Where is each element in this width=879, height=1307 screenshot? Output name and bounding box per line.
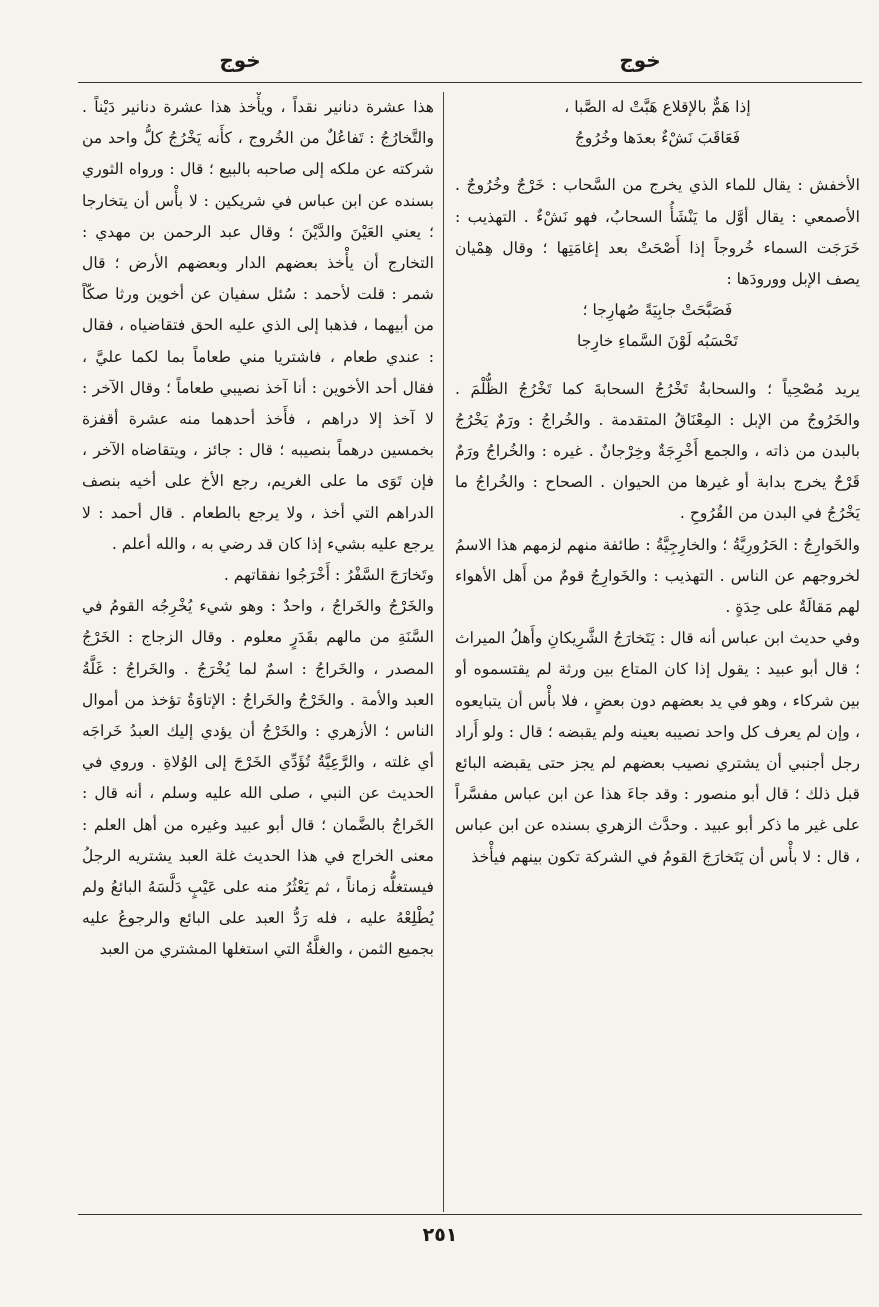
running-head-left: خوج	[219, 48, 261, 72]
running-head-right: خوج	[619, 48, 661, 72]
right-column-paragraph: وفي حديث ابن عباس أنه قال : يَتَخارَجُ الشَّرِيكانِ وأَهلُ الميراث ؛ قال أبو عبيد : يقول إذا كان المتاع بين ورثة لم يقتسموه أو بين شركاء ، وهو في يد بعضهم دون بعضٍ ، فلا بأْس أن يتبايعوه ، وإن لم يعرف كل واحد نصيبه بعينه ولم يقبضه ؛ قال : ولو أَراد رجل أجنبي أن يشتري نصيب بعضهم لم يجز حتى يقبضه البائع قبل ذلك ؛ قال أبو منصور : وقد جاءَ هذا عن ابن عباس مفسَّراً على غير ما ذكر أبو عبيد . وحدَّث الزهري بسنده عن ابن عباس ، قال : لا بأْس أن يَتَخارَجَ القومُ في الشركة تكون بينهم فيأْخذ	[455, 629, 860, 866]
header-rule	[78, 82, 862, 83]
page-number: ٢٥١	[422, 1224, 458, 1246]
left-column-paragraph: والخَرْجُ والخَراجُ ، واحدٌ : وهو شيء يُخْرِجُه القومُ في السَّنَةِ من مالهم بقَدَرٍ معلوم . وقال الزجاج : الخَرْجُ المصدر ، والخَراجُ : اسمٌ لما يُخْرَجُ . والخَراجُ : غَلَّةُ العبد والأمة . والخَرْجُ والخَراجُ : الإتاوَةُ تؤخذ من أموال الناس ؛ الأزهري : والخَرْجُ أن يؤدي إليك العبدُ خَراجَه أي غلته ، والرَّعِيَّةُ تُؤَدِّي الخَرْجَ إلى الوُلاةِ . وروي في الحديث عن النبي ، صلى الله عليه وسلم ، أنه قال : الخَراجُ بالضَّمان ؛ قال أبو عبيد وغيره من أهل العلم : معنى الخراج في هذا الحديث غلة العبد يشتريه الرجلُ فيستغلُّه زماناً ، ثم يَعْثُرُ منه على عَيْبٍ دَلَّسَهُ البائعُ ولم يُطْلِعْهُ عليه ، فله رَدُّ العبد على البائع والرجوعُ عليه بجميع الثمن ، والغلَّةُ التي استغلها المشتري من العبد	[82, 597, 434, 959]
page-header	[0, 40, 879, 84]
footer-rule	[78, 1214, 862, 1215]
right-column	[455, 92, 860, 1207]
right-column-paragraph: والخَوارِجُ : الحَرُورِيَّةُ ؛ والخارِجِيَّةُ : طائفة منهم لزمهم هذا الاسمُ لخروجهم عن الناس . التهذيب : والخَوارِجُ قومٌ من أَهل الأهواء لهم مَقالَةٌ على حِدَةٍ .	[455, 535, 860, 617]
left-column	[82, 92, 434, 1207]
left-column-paragraph: وتَخارَجَ السَّفْرُ : أَخْرَجُوا نفقاتهم .	[223, 566, 434, 585]
left-column-paragraph: هذا عشرة دنانير نقداً ، ويأْخذ هذا عشرة دنانير دَيْناً . والتَّخارُجُ : تَفاعُلٌ من الخُروج ، كأَنه يَخْرُجُ كلُّ واحد من شركته عن ملكه إلى صاحبه بالبيع ؛ قال : ورواه الثوري بسنده عن ابن عباس في شريكين : لا بأْس أن يتخارجا ؛ يعني العَيْنَ والدَّيْنَ ؛ وقال عبد الرحمن بن مهدي : التخارج أن يأْخذ بعضهم الدار وبعضهم الأرض ؛ قال شمر : قلت لأحمد : سُئل سفيان عن أخوين ورثا صكّاً من أبيهما ، فذهبا إلى الذي عليه الحق فتقاضياه ، فقال : عندي طعام ، فاشتريا مني طعاماً بما لكما عليَّ ، فقال أحد الأخوين : أنا آخذ نصيبي طعاماً ؛ وقال الآخر : لا آخذ إلا دراهم ، فأَخذ أحدهما منه عشرة أقفزة بخمسين درهماً بنصيبه ؛ قال : جائز ، ويتقاضاه الآخر ، فإن تَوَى ما على الغريم، رجع الأخ على أخيه بنصف الدراهم التي أخذ ، ولا يرجع بالطعام . قال أحمد : لا يرجع عليه بشيء إذا كان قد رضي به ، والله أعلم .	[82, 98, 434, 553]
right-column-verse: إذا هَمٌّ بالإقلاع هَبَّتْ له الصَّبا ،	[564, 98, 751, 116]
column-divider	[443, 92, 444, 1212]
right-column-verse: تَحْسَبُه لَوْنَ السَّماءِ خارِجا	[577, 332, 738, 351]
right-column-paragraph: الأخفش : يقال للماء الذي يخرج من السَّحاب : خَرْجٌ وخُرُوجٌ . الأصمعي : يقال أوَّل ما يَنْشَأُ السحابُ، فهو نَشْءٌ . التهذيب : خَرَجَت السماء خُروجاً إذا أَصْحَتْ بعد إغامَتِها ؛ وقال هِمْيان يصف الإبل وورودَها :	[455, 176, 860, 289]
right-column-verse: فَعَاقَبَ نَشْءٌ بعدَها وخُرُوجُ	[574, 129, 741, 148]
right-column-verse: فَصَبَّحَتْ جابِيَةً صُهارِجا ؛	[582, 301, 733, 320]
right-column-paragraph: يريد مُصْحِياً ؛ والسحابةُ تَخْرُجُ السحابةَ كما تَخْرُجُ الظُّلْمَ . والخَرُوجُ من الإبل : المِعْنَاقُ المتقدمة . والخُراجُ : ورَمٌ يَخْرُجُ بالبدن من ذاته ، والجمع أَخْرِجَةٌ وخِرْجانٌ . غيره : والخُراجُ ورَمٌ قَرْحٌ يخرج بدابة أو غيرها من الحيوان . الصحاح : والخُراجُ ما يَخْرُجُ في البدن من القُرُوحِ .	[455, 379, 860, 523]
